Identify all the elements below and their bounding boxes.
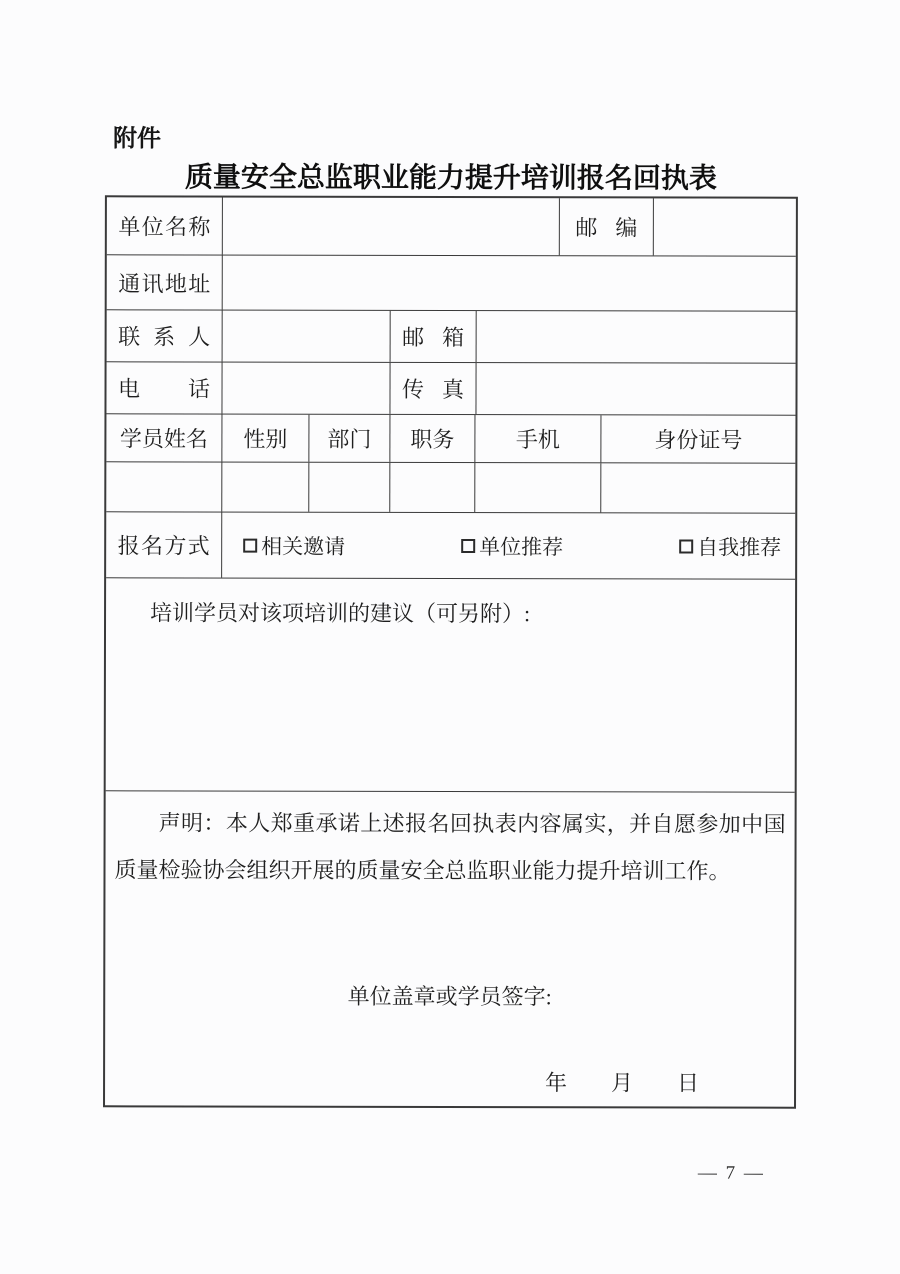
- mobile-header: [474, 415, 600, 462]
- contact-label: 联系人: [118, 324, 211, 350]
- registration-options-cell: [221, 513, 795, 579]
- department-header-label: 部门: [327, 426, 372, 452]
- self-recommendation-label: 自我推荐: [697, 535, 782, 560]
- row-suggestion: [106, 577, 795, 791]
- declaration-line-1: 声明：本人郑重承诺上述报名回执表内容属实，并自愿参加中国: [158, 810, 786, 837]
- fax-label-cell: [389, 363, 475, 414]
- address-label-cell: [107, 255, 222, 309]
- email-label: 邮箱: [402, 324, 465, 351]
- unit-name-input-cell: [222, 198, 559, 256]
- id-number-input-cell: [600, 463, 795, 512]
- mobile-input-cell: [474, 463, 600, 512]
- row-student-headers: [106, 413, 795, 462]
- gender-input-cell: [221, 463, 308, 512]
- address-input-cell: [222, 256, 796, 311]
- registration-method-label-cell: [106, 512, 221, 577]
- row-phone: [106, 361, 795, 414]
- contact-input-cell: [222, 311, 390, 362]
- training-suggestion-label: 培训学员对该项培训的建议（可另附）:: [150, 600, 531, 627]
- id-number-header-label: 身份证号: [654, 427, 743, 453]
- related-invitation-label: 相关邀请: [261, 534, 346, 559]
- row-declaration: [105, 790, 795, 1106]
- option-related-invitation: [243, 530, 345, 560]
- declaration-cell: [105, 791, 795, 1106]
- postal-code-label-cell: [559, 198, 653, 255]
- phone-input-cell: [221, 363, 389, 414]
- contact-label-cell: [107, 310, 222, 361]
- self-recommendation-checkbox-icon: [679, 539, 693, 553]
- unit-recommendation-checkbox-icon: [461, 539, 475, 553]
- position-header: [389, 415, 474, 462]
- gender-header: [221, 415, 308, 462]
- unit-recommendation-label: 单位推荐: [479, 534, 564, 559]
- signature-label: 单位盖章或学员签字:: [347, 983, 552, 1010]
- option-unit-recommendation: [461, 531, 563, 561]
- option-self-recommendation: [679, 531, 781, 561]
- attachment-label: 附件: [113, 125, 162, 153]
- form-title: 质量安全总监职业能力提升培训报名回执表: [184, 162, 717, 195]
- declaration-text: [114, 799, 785, 894]
- position-input-cell: [389, 463, 474, 512]
- phone-label: 电话: [117, 376, 211, 402]
- registration-method-label: 报名方式: [117, 533, 210, 559]
- postal-code-label: 邮编: [575, 215, 638, 241]
- student-name-input-cell: [106, 462, 221, 511]
- fax-label: 传真: [401, 376, 465, 403]
- fax-input-cell: [475, 363, 795, 415]
- row-student-entry: [106, 461, 795, 512]
- row-address: [107, 254, 796, 310]
- gender-header-label: 性别: [243, 426, 288, 452]
- department-header: [308, 415, 389, 462]
- related-invitation-checkbox-icon: [243, 538, 257, 552]
- page-number: — 7 —: [697, 1162, 763, 1184]
- declaration-line-2: 质量检验协会组织开展的质量安全总监职业能力提升培训工作。: [114, 857, 731, 884]
- student-name-header-label: 学员姓名: [119, 426, 208, 452]
- id-number-header: [600, 415, 795, 462]
- postal-code-input-cell: [653, 198, 796, 255]
- unit-name-label: 单位名称: [118, 214, 211, 240]
- row-contact: [107, 309, 796, 362]
- training-suggestion-cell: [106, 578, 795, 791]
- email-label-cell: [390, 311, 476, 362]
- date-label: 年 月 日: [545, 1070, 700, 1096]
- email-input-cell: [476, 311, 796, 363]
- unit-name-label-cell: [107, 197, 222, 254]
- row-registration-method: [106, 511, 795, 578]
- department-input-cell: [308, 463, 389, 512]
- row-unit-name: [107, 197, 796, 255]
- mobile-header-label: 手机: [515, 427, 560, 453]
- registration-form-table: [103, 195, 798, 1108]
- address-label: 通讯地址: [118, 270, 211, 296]
- phone-label-cell: [106, 362, 221, 413]
- position-header-label: 职务: [410, 426, 455, 453]
- student-name-header: [106, 414, 221, 461]
